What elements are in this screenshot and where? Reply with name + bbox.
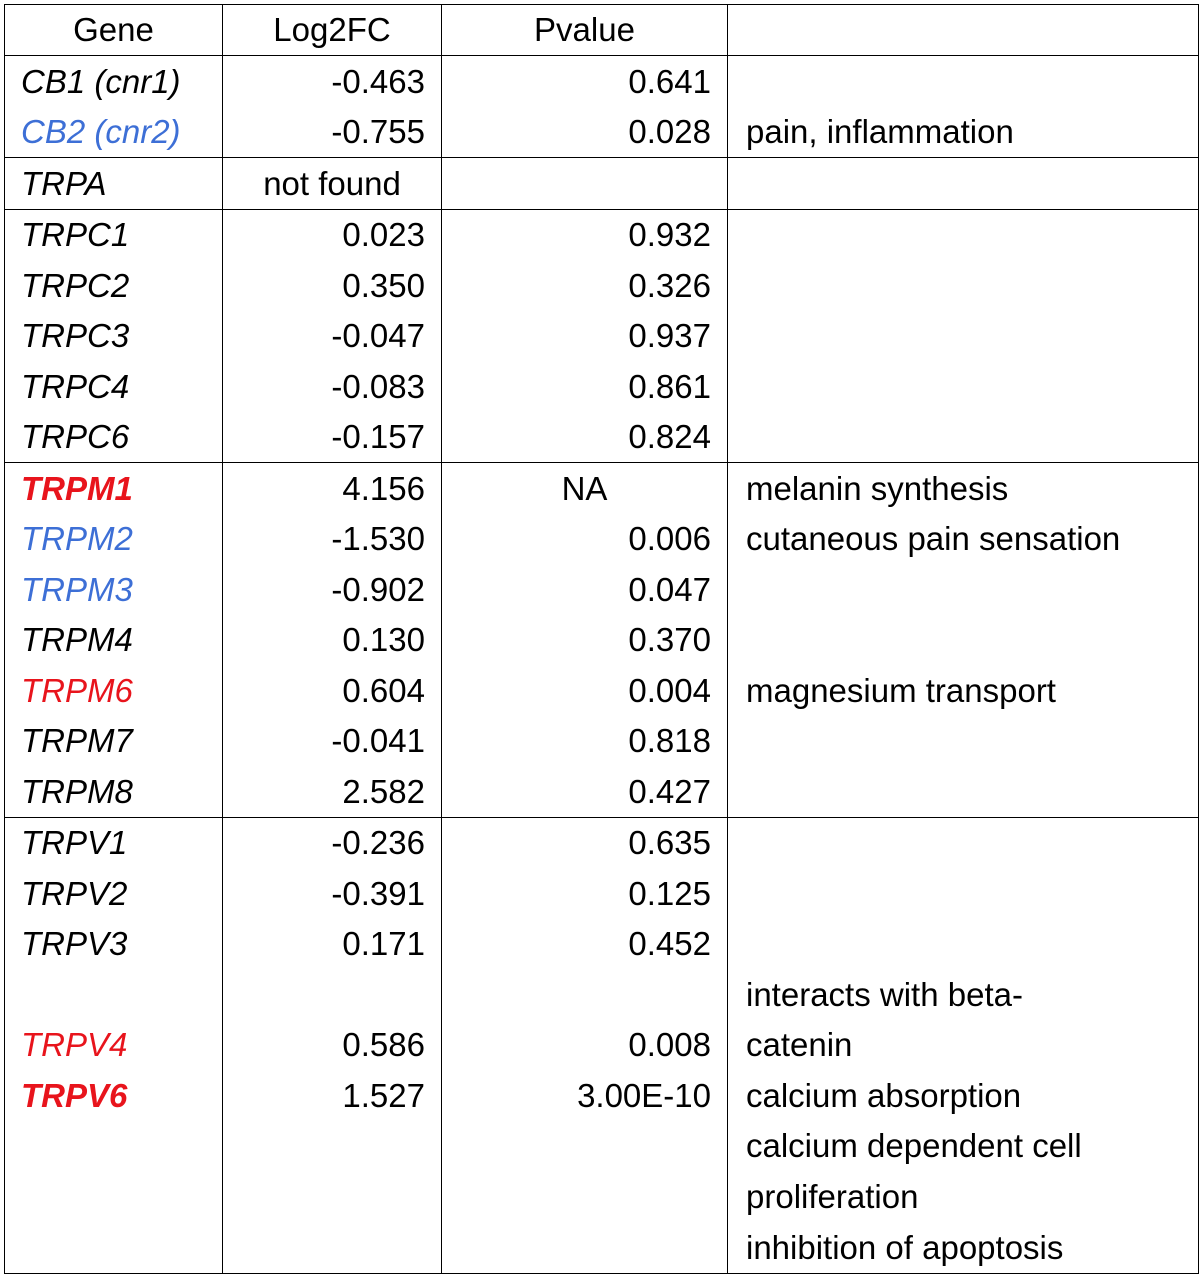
gene-cell: TRPV4	[5, 1020, 223, 1071]
pvalue-cell	[442, 1222, 728, 1273]
note-cell	[728, 260, 1199, 311]
log2fc-cell: -0.236	[223, 818, 442, 869]
pvalue-cell: 0.932	[442, 209, 728, 260]
pvalue-cell	[442, 970, 728, 1021]
note-cell	[728, 564, 1199, 615]
note-cell	[728, 818, 1199, 869]
note-cell: magnesium transport	[728, 666, 1199, 717]
table-row	[5, 209, 1199, 260]
gene-expression-table	[4, 4, 1199, 1274]
log2fc-cell: 4.156	[223, 463, 442, 514]
table-row	[5, 818, 1199, 869]
note-cell	[728, 56, 1199, 107]
table-row	[5, 767, 1199, 818]
table-row	[5, 919, 1199, 970]
pvalue-cell: 0.028	[442, 107, 728, 158]
pvalue-cell: 0.047	[442, 564, 728, 615]
table-row	[5, 514, 1199, 565]
pvalue-cell: 0.635	[442, 818, 728, 869]
log2fc-cell	[223, 970, 442, 1021]
log2fc-cell: -0.047	[223, 311, 442, 362]
pvalue-cell: 0.006	[442, 514, 728, 565]
header-row	[5, 5, 1199, 56]
gene-cell: TRPC6	[5, 412, 223, 463]
gene-cell	[5, 1172, 223, 1223]
note-cell	[728, 158, 1199, 210]
pvalue-cell: 0.937	[442, 311, 728, 362]
log2fc-cell: 0.586	[223, 1020, 442, 1071]
table-row	[5, 56, 1199, 107]
note-cell	[728, 615, 1199, 666]
log2fc-cell: -0.902	[223, 564, 442, 615]
gene-cell: TRPA	[5, 158, 223, 210]
gene-cell: TRPM3	[5, 564, 223, 615]
table-row	[5, 158, 1199, 210]
pvalue-cell: NA	[442, 463, 728, 514]
table-row	[5, 869, 1199, 920]
gene-cell: TRPC3	[5, 311, 223, 362]
log2fc-cell: 1.527	[223, 1071, 442, 1122]
log2fc-cell: 0.130	[223, 615, 442, 666]
gene-cell	[5, 970, 223, 1021]
log2fc-cell: 0.171	[223, 919, 442, 970]
pvalue-cell	[442, 1172, 728, 1223]
table-row	[5, 463, 1199, 514]
note-cell: proliferation	[728, 1172, 1199, 1223]
table-row	[5, 666, 1199, 717]
header-notes	[728, 5, 1199, 56]
log2fc-cell	[223, 1222, 442, 1273]
table-row	[5, 716, 1199, 767]
log2fc-cell: -0.755	[223, 107, 442, 158]
table-row	[5, 1121, 1199, 1172]
log2fc-cell: -0.041	[223, 716, 442, 767]
pvalue-cell: 0.824	[442, 412, 728, 463]
pvalue-cell: 0.861	[442, 361, 728, 412]
note-cell: melanin synthesis	[728, 463, 1199, 514]
pvalue-cell: 0.452	[442, 919, 728, 970]
gene-cell: TRPV6	[5, 1071, 223, 1122]
log2fc-cell: 0.023	[223, 209, 442, 260]
note-cell: pain, inflammation	[728, 107, 1199, 158]
gene-cell: CB1 (cnr1)	[5, 56, 223, 107]
log2fc-cell: not found	[223, 158, 442, 210]
note-cell	[728, 919, 1199, 970]
log2fc-cell	[223, 1172, 442, 1223]
gene-cell: TRPM6	[5, 666, 223, 717]
gene-cell: TRPV1	[5, 818, 223, 869]
table-row	[5, 1020, 1199, 1071]
note-cell: catenin	[728, 1020, 1199, 1071]
pvalue-cell: 3.00E-10	[442, 1071, 728, 1122]
note-cell	[728, 209, 1199, 260]
note-cell	[728, 767, 1199, 818]
table-row	[5, 361, 1199, 412]
table-row	[5, 1071, 1199, 1122]
table-row	[5, 1222, 1199, 1273]
note-cell: calcium dependent cell	[728, 1121, 1199, 1172]
log2fc-cell: -0.463	[223, 56, 442, 107]
gene-cell	[5, 1222, 223, 1273]
table-row	[5, 615, 1199, 666]
pvalue-cell: 0.004	[442, 666, 728, 717]
gene-cell: TRPM4	[5, 615, 223, 666]
log2fc-cell: -1.530	[223, 514, 442, 565]
header-gene: Gene	[5, 5, 223, 56]
pvalue-cell: 0.125	[442, 869, 728, 920]
gene-cell: TRPV2	[5, 869, 223, 920]
gene-cell: TRPM1	[5, 463, 223, 514]
note-cell	[728, 869, 1199, 920]
log2fc-cell: -0.083	[223, 361, 442, 412]
pvalue-cell: 0.326	[442, 260, 728, 311]
gene-cell: TRPC2	[5, 260, 223, 311]
table-row	[5, 311, 1199, 362]
table-row	[5, 260, 1199, 311]
table-row	[5, 107, 1199, 158]
log2fc-cell: 0.604	[223, 666, 442, 717]
gene-cell: TRPV3	[5, 919, 223, 970]
table-row	[5, 412, 1199, 463]
log2fc-cell: 0.350	[223, 260, 442, 311]
note-cell: cutaneous pain sensation	[728, 514, 1199, 565]
header-log2fc: Log2FC	[223, 5, 442, 56]
pvalue-cell: 0.818	[442, 716, 728, 767]
note-cell: calcium absorption	[728, 1071, 1199, 1122]
gene-cell: CB2 (cnr2)	[5, 107, 223, 158]
table-row	[5, 564, 1199, 615]
pvalue-cell	[442, 1121, 728, 1172]
header-pvalue: Pvalue	[442, 5, 728, 56]
note-cell: inhibition of apoptosis	[728, 1222, 1199, 1273]
log2fc-cell	[223, 1121, 442, 1172]
table-row	[5, 970, 1199, 1021]
log2fc-cell: 2.582	[223, 767, 442, 818]
note-cell: interacts with beta-	[728, 970, 1199, 1021]
gene-cell: TRPM8	[5, 767, 223, 818]
table-row	[5, 1172, 1199, 1223]
log2fc-cell: -0.157	[223, 412, 442, 463]
gene-cell: TRPC4	[5, 361, 223, 412]
pvalue-cell: 0.370	[442, 615, 728, 666]
gene-cell	[5, 1121, 223, 1172]
gene-cell: TRPC1	[5, 209, 223, 260]
pvalue-cell	[442, 158, 728, 210]
note-cell	[728, 716, 1199, 767]
pvalue-cell: 0.427	[442, 767, 728, 818]
gene-cell: TRPM7	[5, 716, 223, 767]
gene-cell: TRPM2	[5, 514, 223, 565]
note-cell	[728, 412, 1199, 463]
log2fc-cell: -0.391	[223, 869, 442, 920]
pvalue-cell: 0.008	[442, 1020, 728, 1071]
note-cell	[728, 311, 1199, 362]
note-cell	[728, 361, 1199, 412]
pvalue-cell: 0.641	[442, 56, 728, 107]
